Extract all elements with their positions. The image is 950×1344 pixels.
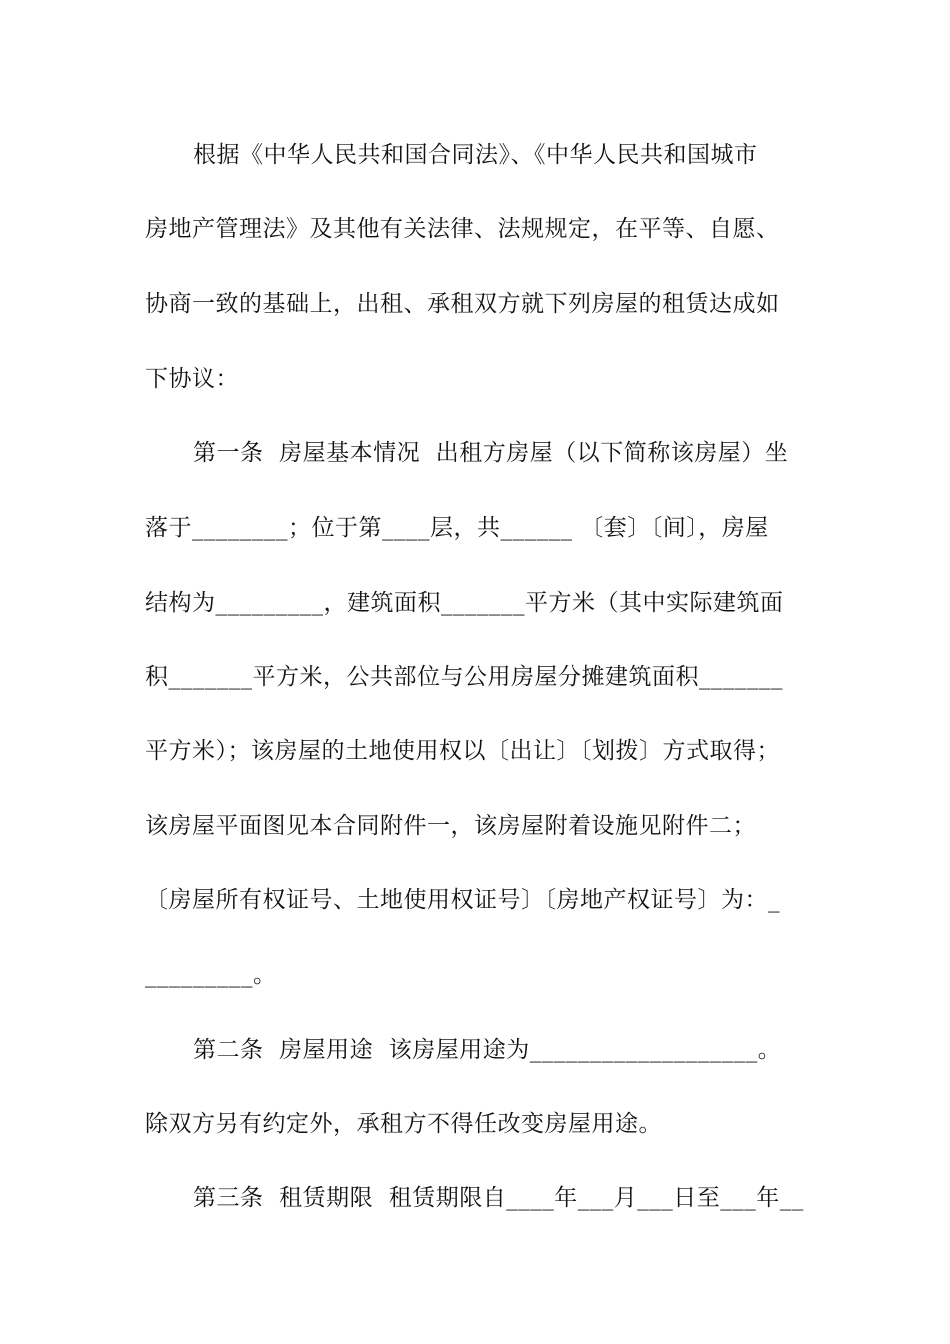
paragraph-intro-line-3: 协商一致的基础上，出租、承租双方就下列房屋的租赁达成如: [145, 291, 780, 317]
article-3-line-1: 第三条 租赁期限 租赁期限自____年___月___日至___年__: [193, 1185, 804, 1211]
article-1-line-5: 平方米）；该房屋的土地使用权以〔出让〕〔划拨〕方式取得；: [145, 738, 780, 764]
article-1-line-4: 积_______平方米，公共部位与公用房屋分摊建筑面积_______: [145, 664, 783, 690]
article-1-line-6: 该房屋平面图见本合同附件一，该房屋附着设施见附件二；: [145, 813, 756, 839]
article-1-line-1: 第一条 房屋基本情况 出租方房屋（以下简称该房屋）坐: [193, 440, 789, 466]
paragraph-intro-line-4: 下协议：: [145, 366, 239, 392]
paragraph-intro-line-1: 根据《中华人民共和国合同法》、《中华人民共和国城市: [193, 142, 758, 168]
article-1-line-8: _________。: [145, 962, 277, 988]
article-1-line-2: 落于________；位于第____层，共______ 〔套〕〔间〕，房屋: [145, 515, 769, 541]
paragraph-intro-line-2: 房地产管理法》及其他有关法律、法规规定，在平等、自愿、: [145, 216, 780, 242]
article-1-line-3: 结构为_________，建筑面积_______平方米（其中实际建筑面: [145, 590, 784, 616]
article-2-line-1: 第二条 房屋用途 该房屋用途为___________________。: [193, 1037, 782, 1063]
article-2-line-2: 除双方另有约定外，承租方不得任改变房屋用途。: [145, 1111, 662, 1137]
article-1-line-7: 〔房屋所有权证号、土地使用权证号〕〔房地产权证号〕为：_: [145, 887, 780, 913]
